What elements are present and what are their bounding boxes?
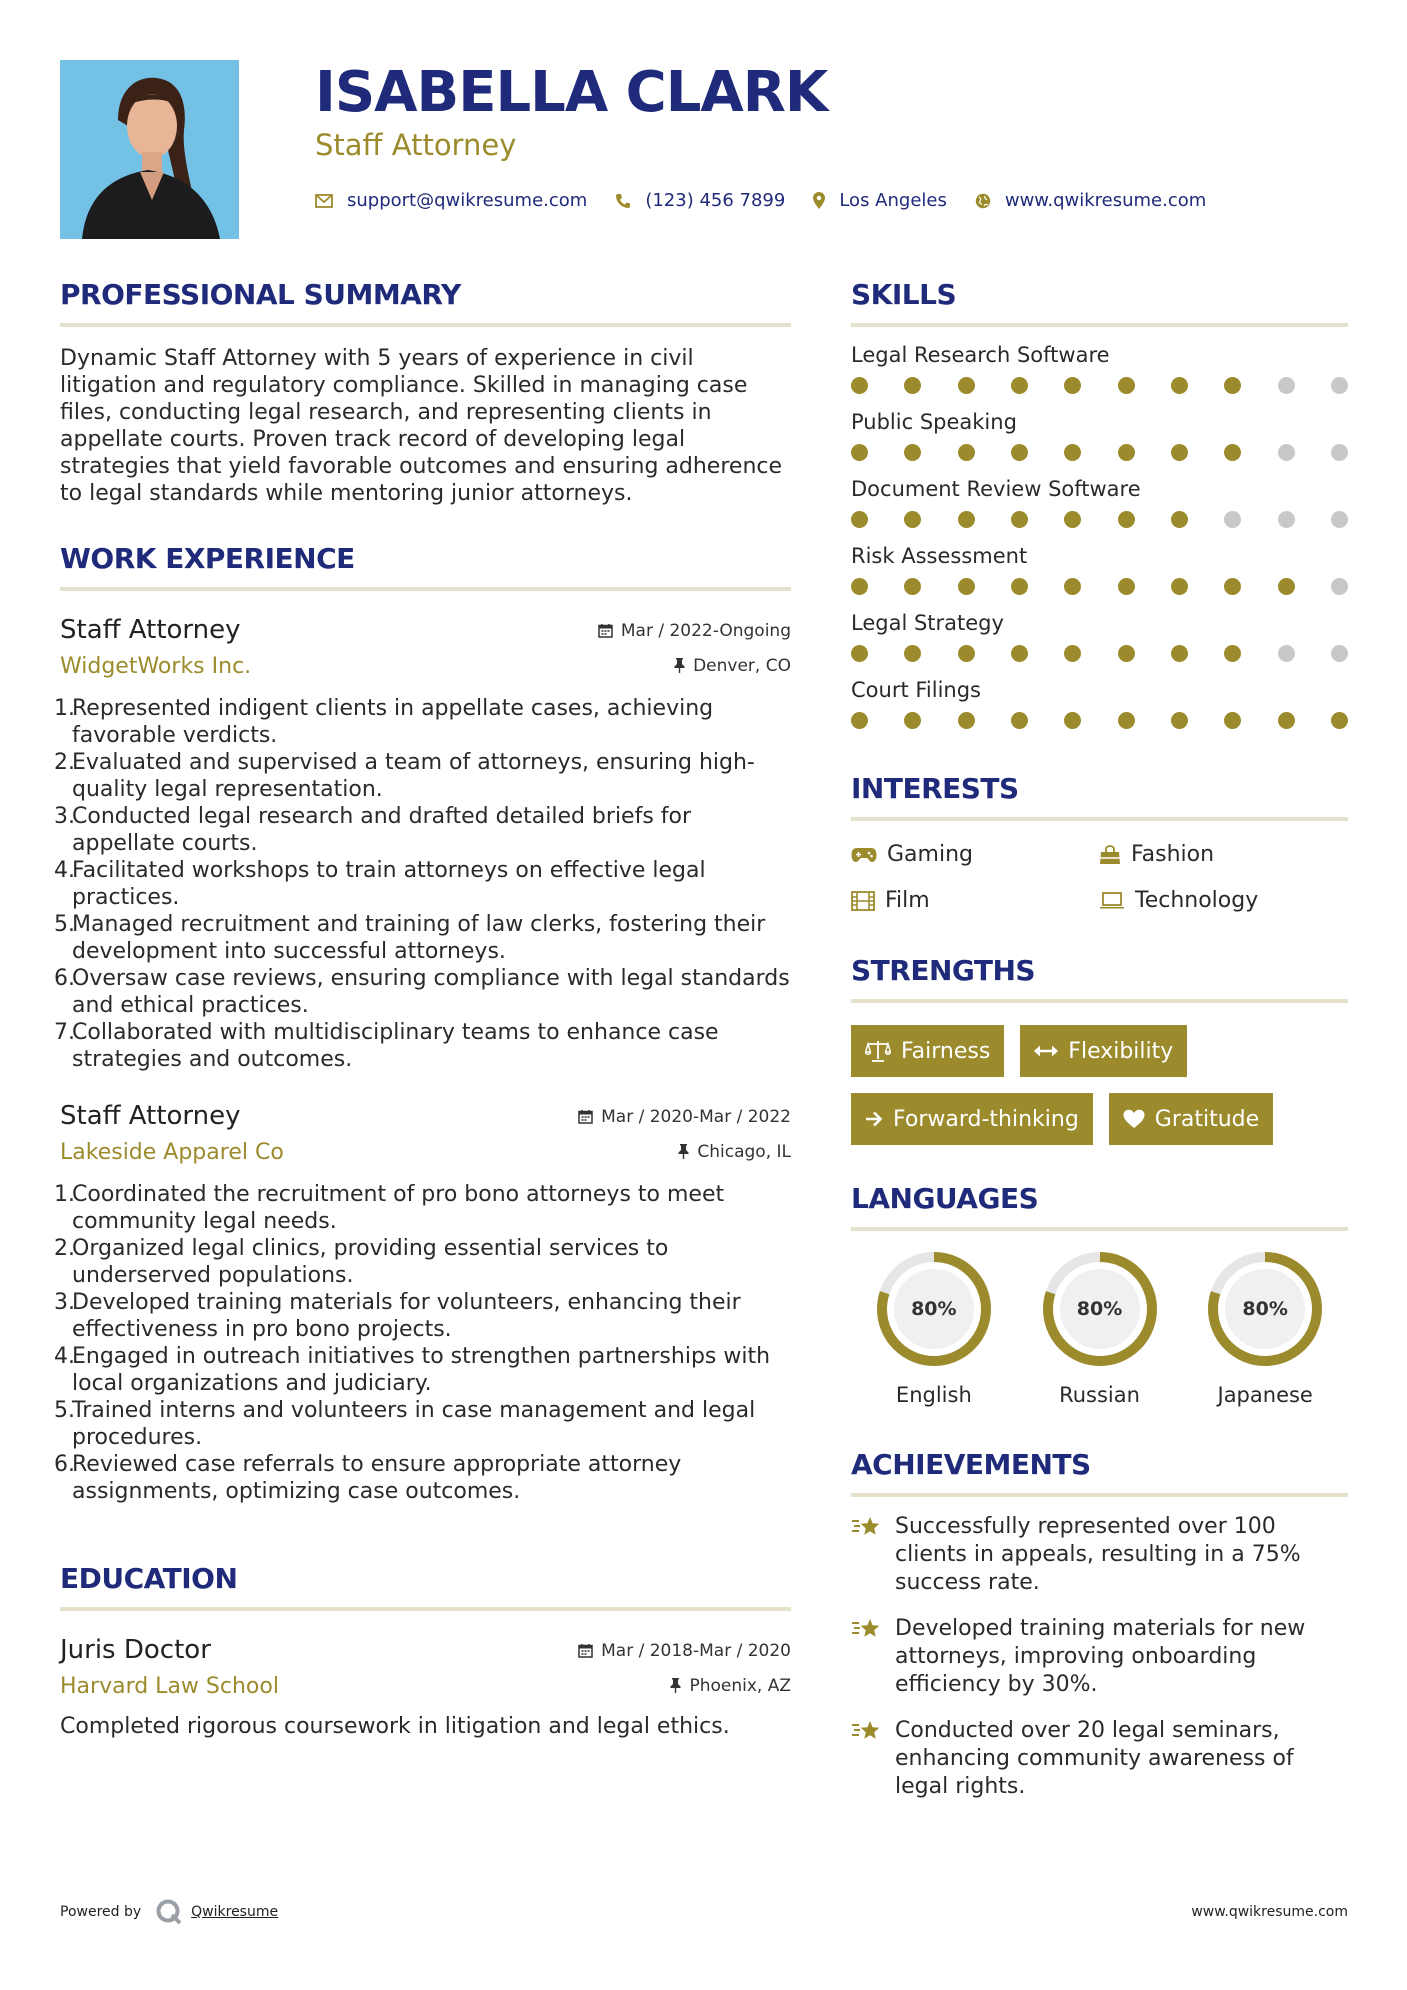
skill-dot-filled [851, 645, 868, 662]
skill-dot-filled [1011, 511, 1028, 528]
strength-badge [851, 1093, 1093, 1145]
skill-name: Legal Research Software [851, 343, 1110, 367]
education-location [670, 1676, 791, 1696]
list-item: 4. Engaged in outreach initiatives to strengthen partnerships with local organizations and judiciary. [54, 1344, 771, 1396]
language-name: English [895, 1383, 972, 1407]
contact-row [315, 190, 1355, 211]
language-ring [874, 1249, 994, 1369]
achievement-item [851, 1717, 1348, 1801]
skill-name: Document Review Software [851, 477, 1141, 501]
skill-dot-filled [904, 645, 921, 662]
language-item [1182, 1249, 1348, 1409]
pushpin-icon [674, 658, 685, 673]
envelope-icon [315, 194, 333, 208]
right-column [851, 275, 1348, 1801]
language-percent: 80% [1076, 1298, 1123, 1320]
experience-heading: WORK EXPERIENCE [60, 539, 791, 591]
skill-dot-filled [904, 377, 921, 394]
skill-dot-filled [904, 444, 921, 461]
skill-dot-filled [958, 712, 975, 729]
skill-item [851, 542, 1348, 595]
skill-dot-filled [1171, 645, 1188, 662]
skill-dot-filled [958, 645, 975, 662]
job-role: Staff Attorney [60, 615, 241, 645]
skill-dot-filled [1064, 645, 1081, 662]
skill-dot-filled [1224, 712, 1241, 729]
language-ring [1040, 1249, 1160, 1369]
skill-name: Risk Assessment [851, 544, 1028, 568]
arrows-horizontal-icon [1034, 1044, 1058, 1058]
contact-email[interactable] [315, 190, 587, 211]
skill-dot-filled [1011, 712, 1028, 729]
globe-icon [975, 193, 991, 209]
calendar-icon [578, 1109, 593, 1124]
job-company: WidgetWorks Inc. [60, 654, 252, 679]
skills-heading: SKILLS [851, 275, 1348, 327]
achievements-list [851, 1513, 1348, 1801]
calendar-icon [578, 1643, 593, 1658]
achievement-text: Developed training materials for new attorneys, improving onboarding efficiency by 30%. [895, 1616, 1306, 1697]
summary-text: Dynamic Staff Attorney with 5 years of experience in civil litigation and regulatory compliance. Skilled in managing case files, conducting legal research, and representing clients in appellate courts. Proven track record of developing legal strategies that yield favorable outcomes and ensuring adherence to legal standards while mentoring junior attorneys. [60, 346, 783, 506]
interest-label: Technology [1135, 888, 1259, 913]
skill-name: Public Speaking [851, 410, 1017, 434]
list-item: 5. Trained interns and volunteers in case management and legal procedures. [54, 1398, 756, 1450]
job-dates-text: Mar / 2020-Mar / 2022 [601, 1106, 791, 1127]
strength-badge [1109, 1093, 1273, 1145]
interests-heading: INTERESTS [851, 769, 1348, 821]
achievement-text: Successfully represented over 100 clients in appeals, resulting in a 75% success rate. [895, 1514, 1301, 1595]
skill-dot-filled [1331, 712, 1348, 729]
shooting-star-icon [851, 1617, 881, 1643]
skill-dot-empty [1278, 444, 1295, 461]
skill-dot-filled [1171, 511, 1188, 528]
skill-dot-filled [1171, 377, 1188, 394]
language-percent: 80% [1242, 1298, 1288, 1320]
school: Harvard Law School [60, 1674, 279, 1699]
skills-list [851, 341, 1348, 729]
skill-item [851, 341, 1348, 394]
strengths-heading: STRENGTHS [851, 951, 1348, 1003]
skill-dot-filled [1224, 578, 1241, 595]
job-dates [598, 621, 791, 641]
summary-heading: PROFESSIONAL SUMMARY [60, 275, 791, 327]
language-item [851, 1249, 1017, 1409]
list-item: 7. Collaborated with multidisciplinary teams to enhance case strategies and outcomes. [54, 1020, 719, 1072]
skill-dot-filled [1278, 578, 1295, 595]
skill-dot-filled [1064, 377, 1081, 394]
candidate-title: Staff Attorney [315, 128, 517, 162]
skill-dot-empty [1278, 645, 1295, 662]
interest-item [1099, 887, 1348, 915]
skill-dot-empty [1224, 511, 1241, 528]
list-item: 2. Organized legal clinics, providing essential services to underserved populations. [54, 1236, 669, 1288]
job-duties [54, 695, 791, 1073]
skill-name: Court Filings [851, 678, 981, 702]
skill-dot-filled [1118, 645, 1135, 662]
skill-level-dots [851, 578, 1348, 595]
skill-dot-filled [1118, 578, 1135, 595]
footer [60, 1898, 1348, 1926]
balance-scale-icon [865, 1040, 891, 1062]
gamepad-icon [851, 847, 877, 863]
skill-dot-filled [1171, 444, 1188, 461]
education-location-text: Phoenix, AZ [689, 1675, 791, 1696]
strength-label: Flexibility [1068, 1038, 1174, 1064]
education-dates-text: Mar / 2018-Mar / 2020 [601, 1640, 791, 1661]
skill-level-dots [851, 377, 1348, 394]
skill-dot-filled [1224, 645, 1241, 662]
education-description: Completed rigorous coursework in litigation and legal ethics. [60, 1714, 730, 1739]
list-item: 1. Coordinated the recruitment of pro bono attorneys to meet community legal needs. [54, 1182, 725, 1234]
shopping-bag-icon [1099, 845, 1121, 865]
film-icon [851, 891, 875, 911]
interests-list [851, 841, 1348, 915]
skill-dot-filled [1118, 712, 1135, 729]
language-percent: 80% [911, 1298, 957, 1320]
strength-badge [851, 1025, 1004, 1077]
arrow-right-icon [865, 1110, 883, 1128]
job-duties [54, 1181, 791, 1505]
language-name: Russian [1059, 1383, 1140, 1407]
skill-item [851, 408, 1348, 461]
skill-name: Legal Strategy [851, 611, 1004, 635]
job-company: Lakeside Apparel Co [60, 1140, 284, 1165]
skill-dot-filled [904, 511, 921, 528]
left-column [54, 275, 791, 1740]
skill-dot-empty [1331, 377, 1348, 394]
achievement-text: Conducted over 20 legal seminars, enhancing community awareness of legal rights. [895, 1718, 1294, 1799]
skill-dot-filled [851, 444, 868, 461]
strength-label: Forward-thinking [893, 1106, 1079, 1132]
skill-dot-filled [958, 511, 975, 528]
skill-dot-filled [1011, 444, 1028, 461]
list-item: 1. Represented indigent clients in appellate cases, achieving favorable verdicts. [54, 696, 714, 748]
website-text: www.qwikresume.com [1004, 190, 1207, 211]
list-item: 4. Facilitated workshops to train attorneys on effective legal practices. [54, 858, 706, 910]
shooting-star-icon [851, 1719, 881, 1745]
phone-icon [615, 193, 631, 209]
phone-text: (123) 456 7899 [645, 190, 786, 211]
job-dates-text: Mar / 2022-Ongoing [620, 620, 791, 641]
language-name: Japanese [1217, 1383, 1313, 1407]
interest-item [851, 841, 1099, 869]
skill-level-dots [851, 712, 1348, 729]
skill-dot-filled [1011, 578, 1028, 595]
education-heading: EDUCATION [60, 1559, 791, 1611]
skill-dot-filled [851, 377, 868, 394]
skill-item [851, 676, 1348, 729]
contact-phone[interactable] [615, 190, 785, 211]
skill-dot-empty [1278, 377, 1295, 394]
contact-location [813, 190, 947, 211]
list-item: 6. Oversaw case reviews, ensuring compliance with legal standards and ethical practices. [54, 966, 790, 1018]
location-text: Los Angeles [839, 190, 947, 211]
skill-item [851, 609, 1348, 662]
powered-by-text: Powered by [60, 1904, 142, 1920]
degree: Juris Doctor [60, 1635, 211, 1665]
footer-website[interactable]: www.qwikresume.com [1191, 1904, 1348, 1920]
list-item: 2. Evaluated and supervised a team of attorneys, ensuring high-quality legal representation. [54, 750, 755, 802]
skill-dot-filled [1064, 444, 1081, 461]
map-pin-icon [813, 192, 825, 209]
profile-photo [60, 60, 239, 239]
skill-item [851, 475, 1348, 528]
skill-level-dots [851, 645, 1348, 662]
skill-dot-filled [904, 578, 921, 595]
interest-label: Gaming [887, 842, 973, 867]
candidate-name: ISABELLA CLARK [315, 60, 828, 125]
footer-branding [60, 1898, 278, 1926]
education-entry [60, 1633, 791, 1740]
interest-label: Film [885, 888, 930, 913]
job-entry [54, 1099, 791, 1505]
skill-dot-empty [1331, 444, 1348, 461]
strength-label: Fairness [901, 1038, 991, 1064]
languages-list [851, 1249, 1348, 1409]
resume-header [315, 58, 1355, 211]
job-entry [54, 613, 791, 1073]
strength-badge [1020, 1025, 1187, 1077]
skill-dot-filled [958, 578, 975, 595]
skill-dot-filled [1064, 712, 1081, 729]
skill-dot-filled [1224, 444, 1241, 461]
contact-website[interactable] [975, 190, 1206, 211]
skill-dot-filled [1011, 645, 1028, 662]
skill-dot-filled [1118, 444, 1135, 461]
skill-dot-filled [1064, 578, 1081, 595]
skill-dot-empty [1331, 578, 1348, 595]
skill-level-dots [851, 444, 1348, 461]
language-item [1017, 1249, 1183, 1409]
skill-dot-filled [904, 712, 921, 729]
skill-dot-filled [958, 377, 975, 394]
job-dates [578, 1107, 791, 1127]
skill-dot-filled [1118, 377, 1135, 394]
heart-icon [1123, 1109, 1145, 1129]
laptop-icon [1099, 892, 1125, 910]
skill-dot-filled [1224, 377, 1241, 394]
interest-label: Fashion [1131, 842, 1215, 867]
skill-dot-filled [958, 444, 975, 461]
brand-link[interactable]: Qwikresume [191, 1904, 279, 1920]
skill-dot-filled [1278, 712, 1295, 729]
skill-dot-empty [1331, 511, 1348, 528]
strengths-list [851, 1025, 1348, 1145]
skill-dot-empty [1331, 645, 1348, 662]
list-item: 6. Reviewed case referrals to ensure appropriate attorney assignments, optimizing case outcomes. [54, 1452, 682, 1504]
job-location-text: Denver, CO [693, 655, 791, 676]
strength-label: Gratitude [1154, 1106, 1260, 1132]
skill-dot-empty [1278, 511, 1295, 528]
skill-level-dots [851, 511, 1348, 528]
pushpin-icon [678, 1144, 689, 1159]
achievement-item [851, 1513, 1348, 1597]
list-item: 5. Managed recruitment and training of law clerks, fostering their development into successful attorneys. [54, 912, 766, 964]
skill-dot-filled [1171, 712, 1188, 729]
list-item: 3. Conducted legal research and drafted detailed briefs for appellate courts. [54, 804, 692, 856]
languages-heading: LANGUAGES [851, 1179, 1348, 1231]
skill-dot-filled [1118, 511, 1135, 528]
calendar-icon [598, 623, 613, 638]
achievements-heading: ACHIEVEMENTS [851, 1445, 1348, 1497]
job-location [674, 656, 791, 676]
job-location [678, 1142, 791, 1162]
pushpin-icon [670, 1678, 681, 1693]
list-item: 3. Developed training materials for volunteers, enhancing their effectiveness in pro bono projects. [54, 1290, 741, 1342]
interest-item [851, 887, 1099, 915]
interest-item [1099, 841, 1348, 869]
language-ring [1205, 1249, 1325, 1369]
skill-dot-filled [1011, 377, 1028, 394]
skill-dot-filled [851, 578, 868, 595]
skill-dot-filled [1064, 511, 1081, 528]
job-location-text: Chicago, IL [697, 1141, 791, 1162]
job-role: Staff Attorney [60, 1101, 241, 1131]
education-dates [578, 1641, 791, 1661]
shooting-star-icon [851, 1515, 881, 1541]
skill-dot-filled [1171, 578, 1188, 595]
skill-dot-filled [851, 712, 868, 729]
qwikresume-logo-icon [155, 1898, 183, 1926]
achievement-item [851, 1615, 1348, 1699]
skill-dot-filled [851, 511, 868, 528]
email-text: support@qwikresume.com [347, 190, 588, 211]
